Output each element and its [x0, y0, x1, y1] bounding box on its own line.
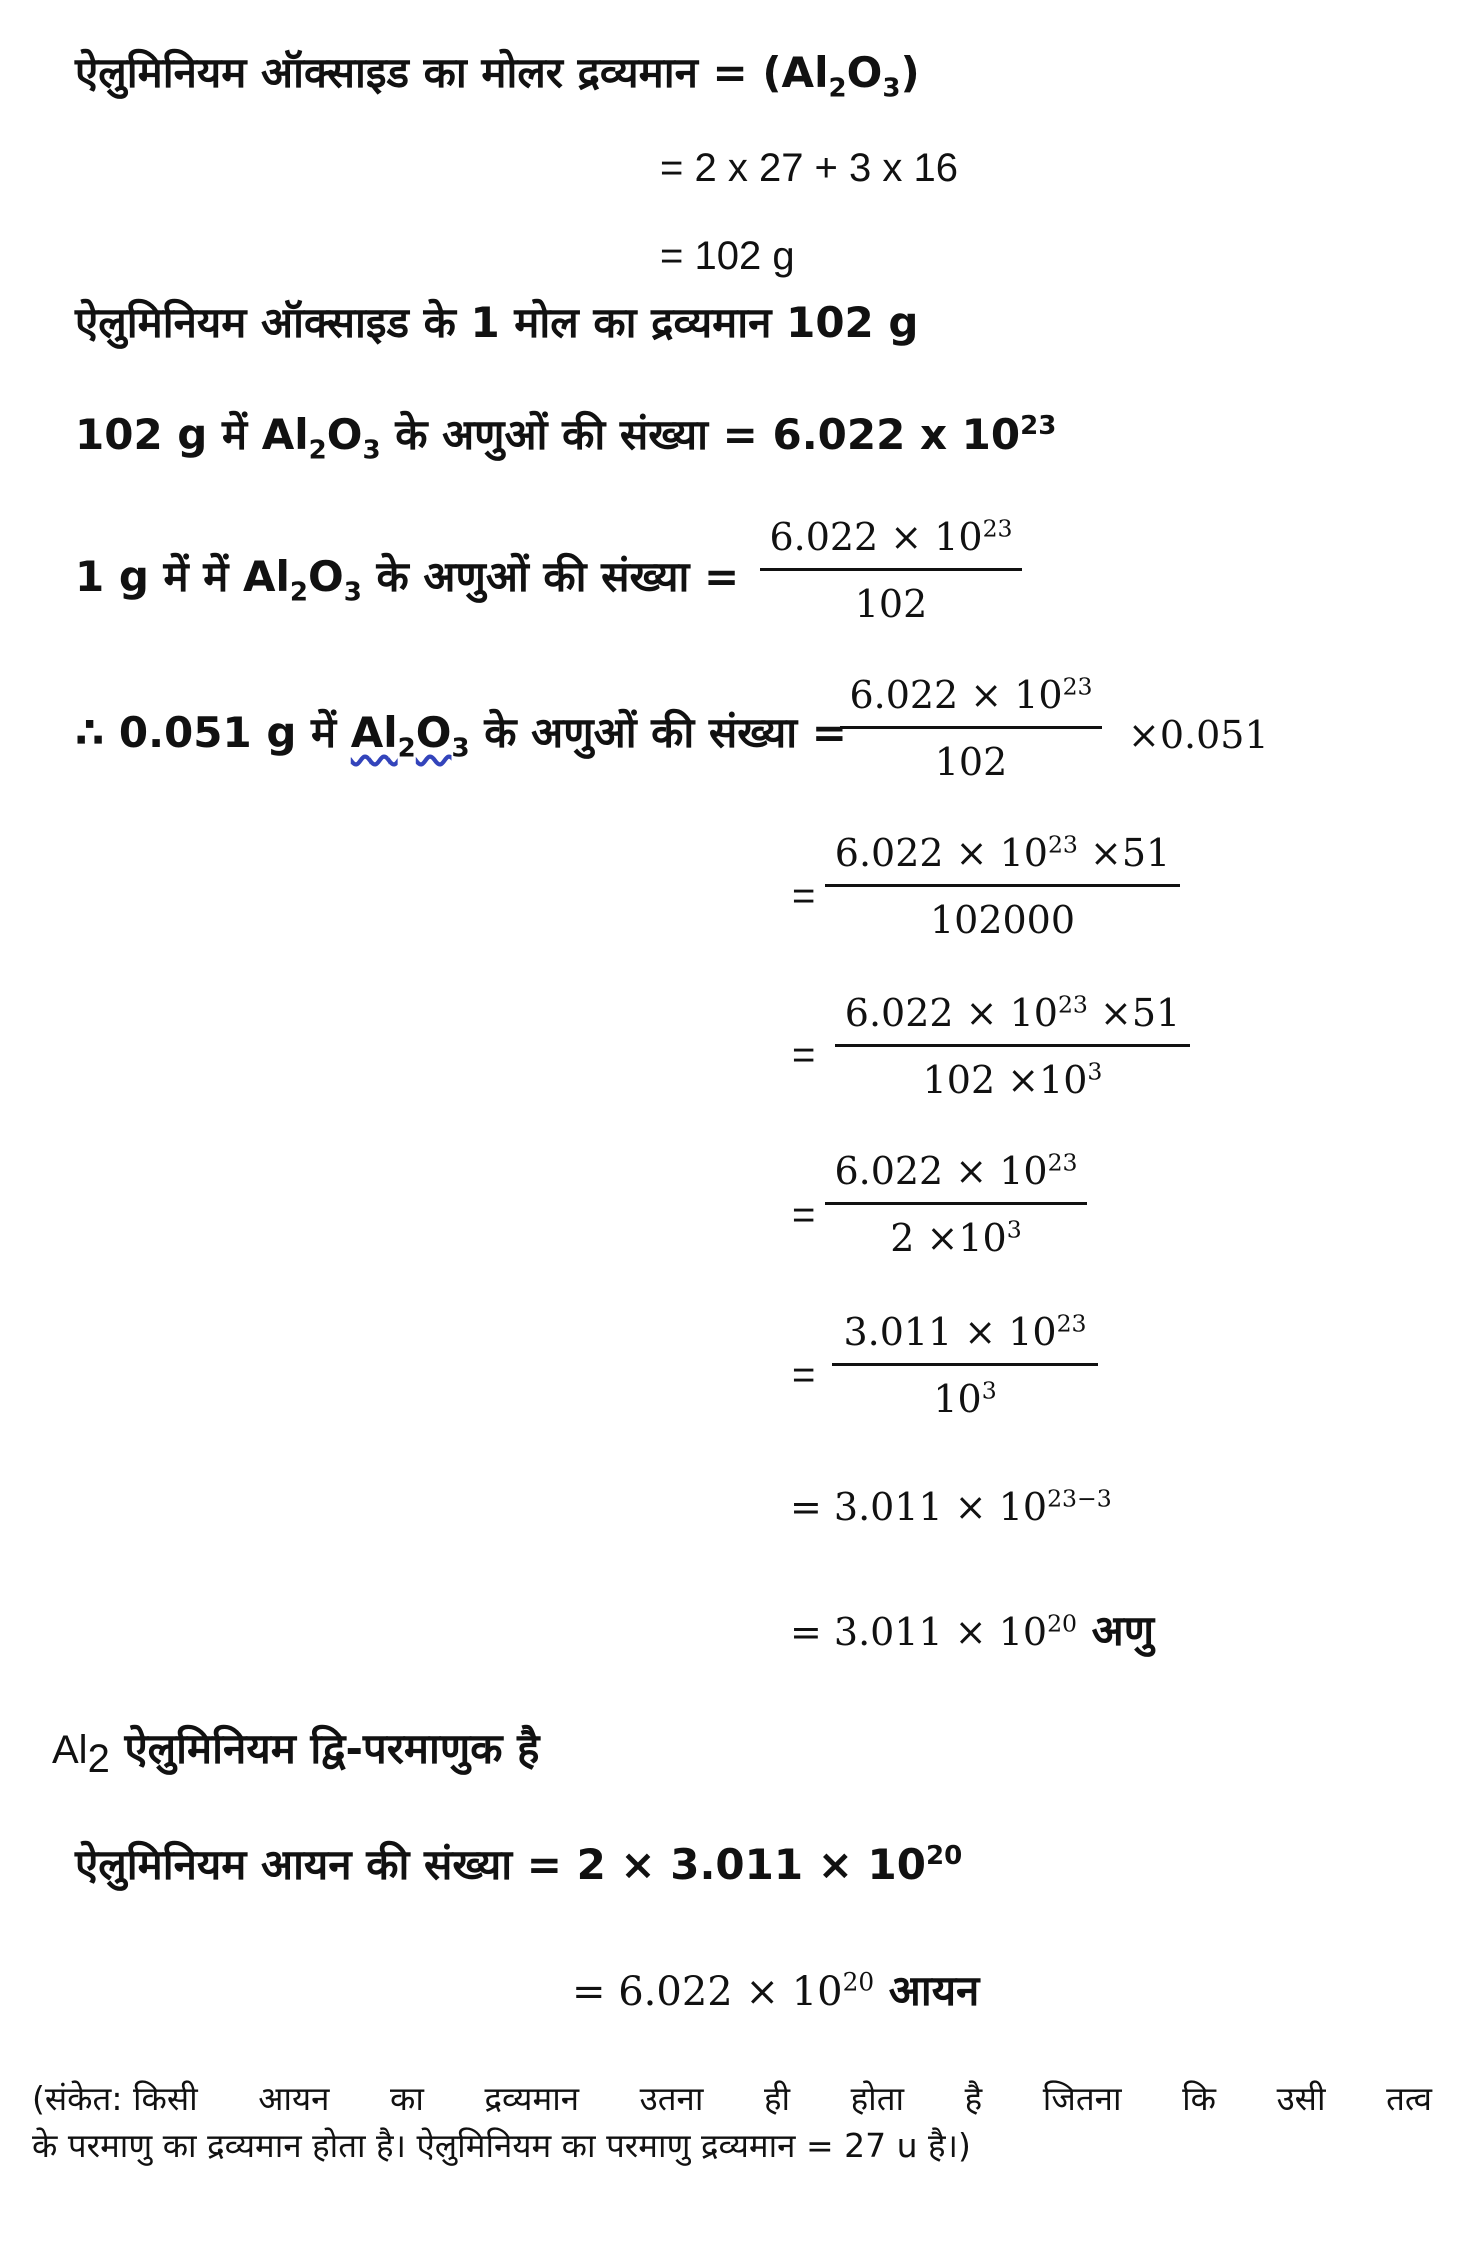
- fraction-0051g: [840, 672, 1102, 784]
- hint-word: कि: [1182, 2079, 1216, 2118]
- ion-count-line: ऐलुमिनियम आयन की संख्या = $2 \times 3.011 \times 10^{20}$: [75, 1840, 963, 1889]
- hint-word: होता: [850, 2079, 905, 2118]
- ion-count-result: = $6.022 \times 10^{20}$ आयन: [572, 1966, 980, 2015]
- step-4-fraction: [832, 1309, 1098, 1421]
- hint-word: उसी: [1276, 2079, 1326, 2118]
- fraction-numerator: $6.022 \times 10^{23}$: [849, 672, 1093, 717]
- diatomic-line: $Al_2$ ऐलुमिनियम द्वि-परमाणुक है: [52, 1724, 540, 1781]
- step-6-molecules: = $3.011 \times 10^{20}$ अणु: [790, 1606, 1155, 1655]
- hint-word: उतना: [639, 2079, 704, 2118]
- fraction-numerator: $6.022 \times 10^{23}$: [834, 1148, 1078, 1193]
- multiplier: ×0.051: [1128, 713, 1269, 757]
- hint-line-2: के परमाणु का द्रव्यमान होता है। ऐलुमिनियम का परमाणु द्रव्यमान = 27 u है।): [32, 2126, 971, 2165]
- molecules-in-1g-line: 1 g में में $Al_2O_3$ के अणुओं की संख्या =: [75, 552, 740, 608]
- molecules-in-0051g-line: ∴ 0.051 g में $Al_2O_3$ के अणुओं की संख्या =: [75, 708, 847, 764]
- fraction-denominator: $2 \times 10^3$: [890, 1215, 1022, 1260]
- step-5: = $3.011 \times 10^{23-3}$: [790, 1484, 1112, 1529]
- one-mole-mass-line: ऐलुमिनियम ऑक्साइड के 1 मोल का द्रव्यमान 102 g: [75, 298, 919, 347]
- fraction-numerator: $6.022 \times 10^{23} \times 51$: [844, 990, 1181, 1035]
- hint-line-1: [32, 2079, 1432, 2118]
- hint-word: द्रव्यमान: [484, 2079, 580, 2118]
- hint-note: [32, 2079, 1432, 2165]
- fraction-denominator: 102000: [929, 898, 1076, 942]
- fraction-denominator: $102 \times 10^3$: [922, 1057, 1103, 1102]
- fraction-numerator: $6.022 \times 10^{23} \times 51$: [834, 830, 1171, 875]
- fraction-denominator: $10^3$: [933, 1376, 997, 1421]
- fraction-1g: [760, 514, 1022, 626]
- hint-word: है: [964, 2079, 983, 2118]
- step-2-fraction: [835, 990, 1190, 1102]
- fraction-numerator: $6.022 \times 10^{23}$: [769, 514, 1013, 559]
- step-3-fraction: [825, 1148, 1087, 1260]
- fraction-denominator: 102: [854, 582, 928, 626]
- fraction-denominator: 102: [934, 740, 1008, 784]
- step-2-equals: =: [792, 1033, 816, 1077]
- step-1-equals: =: [792, 874, 816, 918]
- fraction-numerator: $3.011 \times 10^{23}$: [843, 1309, 1087, 1354]
- hint-word: का: [390, 2079, 424, 2118]
- molar-mass-result: = 102 g: [660, 234, 795, 278]
- step-4-equals: =: [792, 1353, 816, 1397]
- step-1-fraction: [825, 830, 1180, 942]
- hint-word: (संकेत: किसी: [32, 2079, 198, 2118]
- molar-mass-calc: = 2 x 27 + 3 x 16: [660, 146, 958, 190]
- molecules-in-102g-line: 102 g में $Al_2O_3$ के अणुओं की संख्या = 6.022 x $10^{23}$: [75, 410, 1057, 466]
- molar-mass-line: ऐलुमिनियम ऑक्साइड का मोलर द्रव्यमान = $(Al_2O_3)$: [75, 48, 920, 104]
- hint-word: जितना: [1042, 2079, 1122, 2118]
- hint-word: ही: [764, 2079, 791, 2118]
- spell-underline: $Al_2O_3$: [350, 708, 470, 764]
- hint-word: आयन: [258, 2079, 330, 2118]
- step-3-equals: =: [792, 1193, 816, 1237]
- hint-word: तत्व: [1386, 2079, 1432, 2118]
